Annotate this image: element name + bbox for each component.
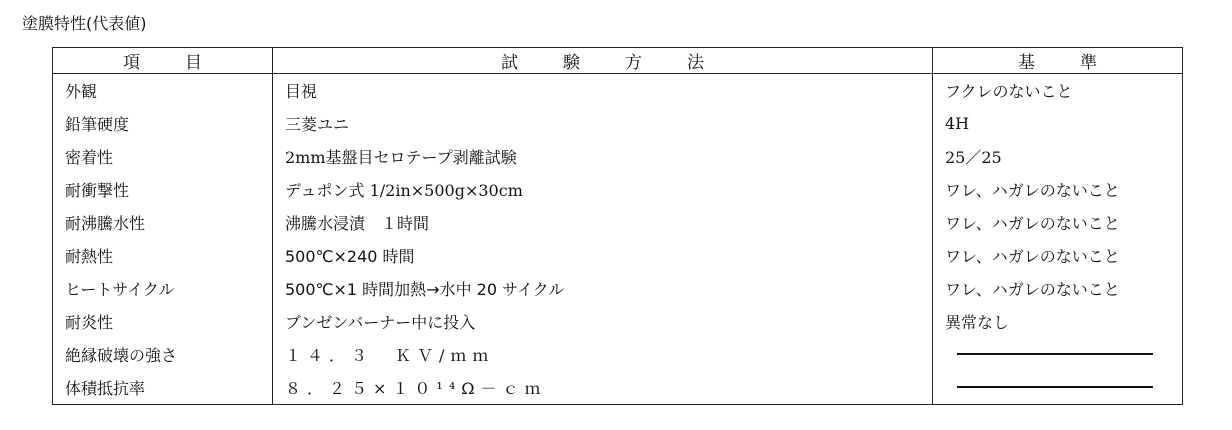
row-item: ヒートサイクル	[53, 272, 273, 305]
empty-dash	[957, 353, 1153, 355]
table-row	[53, 140, 1183, 173]
row-standard: フクレのないこと	[933, 74, 1183, 108]
row-item: 耐沸騰水性	[53, 206, 273, 239]
row-standard: ワレ、ハガレのないこと	[933, 206, 1183, 239]
header-standard: 基 準	[933, 48, 1183, 74]
row-method: ８．２５×１０¹⁴Ω－ｃｍ	[273, 371, 933, 405]
table-row	[53, 173, 1183, 206]
row-method: デュポン式 1/2in×500g×30cm	[273, 173, 933, 206]
table-row	[53, 272, 1183, 305]
row-method: 目視	[273, 74, 933, 108]
row-method: 三菱ユニ	[273, 107, 933, 140]
table-row	[53, 107, 1183, 140]
row-standard: ワレ、ハガレのないこと	[933, 239, 1183, 272]
row-method: １４．３ ＫＶ/ｍｍ	[273, 338, 933, 371]
table-row	[53, 239, 1183, 272]
row-item: 耐炎性	[53, 305, 273, 338]
row-method: 2mm基盤目セロテープ剥離試験	[273, 140, 933, 173]
row-method: 500℃×1 時間加熱→水中 20 サイクル	[273, 272, 933, 305]
table-row	[53, 338, 1183, 371]
table-row	[53, 206, 1183, 239]
row-item: 外観	[53, 74, 273, 108]
row-item: 絶縁破壊の強さ	[53, 338, 273, 371]
row-standard-empty	[933, 371, 1183, 405]
row-method: ブンゼンバーナー中に投入	[273, 305, 933, 338]
header-method: 試 験 方 法	[273, 48, 933, 74]
table-header-row	[53, 48, 1183, 74]
document-title: 塗膜特性(代表値)	[22, 14, 147, 33]
row-standard: ワレ、ハガレのないこと	[933, 173, 1183, 206]
row-item: 耐衝撃性	[53, 173, 273, 206]
row-standard: 異常なし	[933, 305, 1183, 338]
row-standard: ワレ、ハガレのないこと	[933, 272, 1183, 305]
row-standard-empty	[933, 338, 1183, 371]
row-item: 鉛筆硬度	[53, 107, 273, 140]
row-method: 沸騰水浸漬 １時間	[273, 206, 933, 239]
row-standard: 25／25	[933, 140, 1183, 173]
table-row	[53, 371, 1183, 405]
table-row	[53, 74, 1183, 108]
coating-properties-table	[52, 47, 1183, 405]
row-item: 耐熱性	[53, 239, 273, 272]
empty-dash	[957, 386, 1153, 388]
row-standard: 4H	[933, 107, 1183, 140]
table-row	[53, 305, 1183, 338]
header-item: 項 目	[53, 48, 273, 74]
row-item: 密着性	[53, 140, 273, 173]
row-item: 体積抵抗率	[53, 371, 273, 405]
row-method: 500℃×240 時間	[273, 239, 933, 272]
